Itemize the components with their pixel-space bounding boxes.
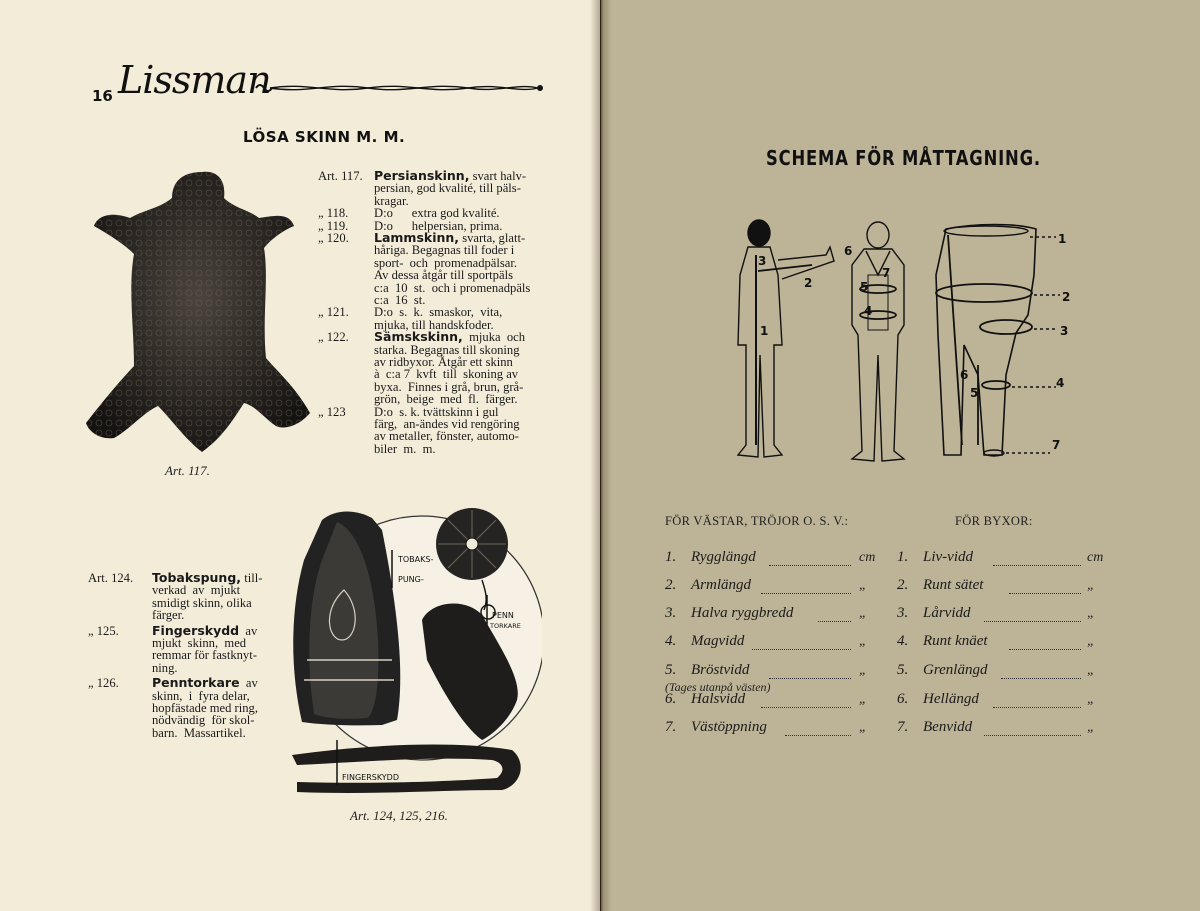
measurement-label: Liv-vidd <box>923 549 973 565</box>
book-gutter <box>590 0 612 911</box>
article-number: „ 121. <box>318 305 349 320</box>
measurement-number: 4. <box>897 633 909 649</box>
section-title: LÖSA SKINN M. M. <box>243 128 406 146</box>
fill-in-line[interactable] <box>1001 678 1081 679</box>
measurement-row <box>897 691 979 708</box>
fill-in-line[interactable] <box>984 735 1081 736</box>
measurement-unit: „ <box>859 720 867 735</box>
measurement-number: 7. <box>897 719 909 735</box>
num-trouser-5: 5 <box>970 386 979 400</box>
measurement-unit: „ <box>1087 663 1095 678</box>
article-description: D:o helpersian, prima. <box>374 218 503 233</box>
measurement-label: Halva ryggbredd <box>691 605 794 621</box>
measurement-label: Hellängd <box>923 691 979 707</box>
measurement-unit: „ <box>1087 606 1095 621</box>
measurement-unit: „ <box>859 578 867 593</box>
article-number: „ 119. <box>318 218 349 233</box>
label-penntorkare-2: TORKARE <box>490 622 521 630</box>
measurement-row <box>897 549 973 566</box>
article-description: Tobakspung, till- verkad av mjukt smidigt skinn, olika färger. <box>152 570 263 623</box>
caption-fur: Art. 117. <box>165 463 210 478</box>
measurement-label: Rygglängd <box>691 549 756 565</box>
measurement-unit: „ <box>859 692 867 707</box>
measurement-row <box>665 605 794 622</box>
measurement-number: 2. <box>897 577 909 593</box>
right-page <box>601 0 1200 911</box>
measurement-number: 5. <box>897 662 909 678</box>
label-tobakspung-1: TOBAKS- <box>398 555 434 564</box>
caption-items: Art. 124, 125, 216. <box>350 808 448 823</box>
num-trouser-2: 2 <box>1062 290 1071 304</box>
article-description: D:o extra god kvalité. <box>374 206 500 221</box>
measurement-row <box>665 549 756 566</box>
measurement-unit: cm <box>1087 550 1104 565</box>
measurement-label: Benvidd <box>923 719 973 735</box>
num-front-7: 7 <box>882 266 891 280</box>
fill-in-line[interactable] <box>769 565 851 566</box>
fill-in-line[interactable] <box>761 593 851 594</box>
persian-fur-photo <box>84 168 314 458</box>
article-description: Fingerskydd av mjukt skinn, med remmar för fastknyt- ning. <box>152 622 258 675</box>
measurement-number: 7. <box>665 719 677 735</box>
article-number: Art. 117. <box>318 169 363 183</box>
header-vests: FÖR VÄSTAR, TRÖJOR O. S. V.: <box>665 514 849 528</box>
measurement-label: Västöppning <box>691 719 767 735</box>
num-trouser-3: 3 <box>1060 324 1069 338</box>
measurement-label: Bröstvidd <box>691 662 750 678</box>
fill-in-line[interactable] <box>769 678 851 679</box>
measurement-diagram <box>716 215 1076 480</box>
num-back-1: 1 <box>760 324 769 338</box>
measurement-number: 2. <box>665 577 677 593</box>
measurement-row <box>665 719 767 736</box>
article-description: Sämskskinn, mjuka och starka. Begagnas till skoning av ridbyxor. Åtgår ett skinn à c:a 7 kvft till skoning av byxa. Finnes i grå, brun, grå- grön, beige med fl. färger. <box>374 329 526 407</box>
header-trousers: FÖR BYXOR: <box>955 514 1033 528</box>
label-fingerskydd: FINGERSKYDD <box>342 773 400 782</box>
measurement-unit: cm <box>859 550 876 565</box>
num-trouser-7: 7 <box>1052 438 1061 452</box>
num-front-4: 4 <box>864 304 873 318</box>
measurement-number: 6. <box>665 691 677 707</box>
measurement-title: SCHEMA FÖR MÅTTAGNING. <box>766 146 1041 170</box>
measurement-label: Magvidd <box>691 633 745 649</box>
fill-in-line[interactable] <box>752 649 851 650</box>
measurement-label: Grenlängd <box>923 662 988 678</box>
measurement-row <box>665 577 751 594</box>
measurement-number: 6. <box>897 691 909 707</box>
label-tobakspung-2: PUNG- <box>398 575 424 584</box>
article-number: „ 120. <box>318 231 349 245</box>
article-description: Persianskinn, svart halv- persian, god kvalité, till päls- kragar. <box>374 168 527 208</box>
measurement-label: Lårvidd <box>923 605 971 621</box>
measurement-unit: „ <box>859 663 867 678</box>
article-number: „ 123 <box>318 404 346 419</box>
measurement-unit: „ <box>1087 720 1095 735</box>
fill-in-line[interactable] <box>785 735 851 736</box>
article-description: Lammskinn, svarta, glatt- håriga. Begagnas till foder i sport- och promenadpälsar. Av dessa åtgår till sportpäls c:a 10 st. och i promenadpäls c:a 16 st. <box>374 230 531 308</box>
measurement-row <box>897 605 971 622</box>
measurement-unit: „ <box>1087 578 1095 593</box>
fill-in-line[interactable] <box>993 707 1081 708</box>
fill-in-line[interactable] <box>761 707 851 708</box>
measurement-number: 1. <box>897 549 909 565</box>
measurement-row <box>897 633 988 650</box>
measurement-label: Runt knäet <box>923 633 988 649</box>
measurement-row <box>897 662 988 679</box>
measurement-number: 3. <box>897 605 909 621</box>
page-number: 16 <box>92 87 113 105</box>
article-number: „ 126. <box>88 676 119 691</box>
num-front-6: 6 <box>844 244 853 258</box>
fill-in-line[interactable] <box>993 565 1081 566</box>
measurement-label: Armlängd <box>691 577 751 593</box>
article-description: D:o s. k. tvättskinn i gul färg, an-ändes vid rengöring av metaller, fönster, automo- biler m. m. <box>374 404 520 456</box>
article-number: „ 122. <box>318 330 349 345</box>
brand-logo: Lissman <box>118 58 271 102</box>
measurement-number: 1. <box>665 549 677 565</box>
fill-in-line[interactable] <box>1009 593 1081 594</box>
measurement-unit: „ <box>1087 634 1095 649</box>
ornamental-rule <box>248 80 548 96</box>
article-number: Art. 124. <box>88 571 134 585</box>
measurement-label: Runt sätet <box>923 577 984 593</box>
measurement-label: Halsvidd <box>691 691 746 707</box>
measurement-number: 3. <box>665 605 677 621</box>
measurement-row <box>665 633 745 650</box>
measurement-unit: „ <box>1087 692 1095 707</box>
measurement-row <box>665 662 750 679</box>
measurement-unit: „ <box>859 634 867 649</box>
article-description: D:o s. k. smaskor, vita, mjuka, till handskfoder. <box>374 305 503 332</box>
num-front-5: 5 <box>860 280 869 294</box>
label-penntorkare-1: PENN <box>492 611 514 620</box>
measurement-row <box>897 719 973 736</box>
measurement-unit: „ <box>859 606 867 621</box>
num-trouser-4: 4 <box>1056 376 1065 390</box>
measurement-row <box>897 577 984 594</box>
fill-in-line[interactable] <box>984 621 1081 622</box>
article-number: „ 125. <box>88 623 119 638</box>
fill-in-line[interactable] <box>818 621 851 622</box>
num-trouser-6: 6 <box>960 368 969 382</box>
vest-note: (Tages utanpå västen) <box>665 680 771 694</box>
leather-goods-illustration <box>282 500 542 805</box>
num-back-2: 2 <box>804 276 813 290</box>
fill-in-line[interactable] <box>1009 649 1081 650</box>
num-trouser-1: 1 <box>1058 232 1067 246</box>
measurement-number: 5. <box>665 662 677 678</box>
num-back-3: 3 <box>758 254 767 268</box>
measurement-number: 4. <box>665 633 677 649</box>
article-description: Penntorkare av skinn, i fyra delar, hopfästade med ring, nödvändig för skol- barn. Massartikel. <box>152 675 258 740</box>
article-number: „ 118. <box>318 206 349 221</box>
